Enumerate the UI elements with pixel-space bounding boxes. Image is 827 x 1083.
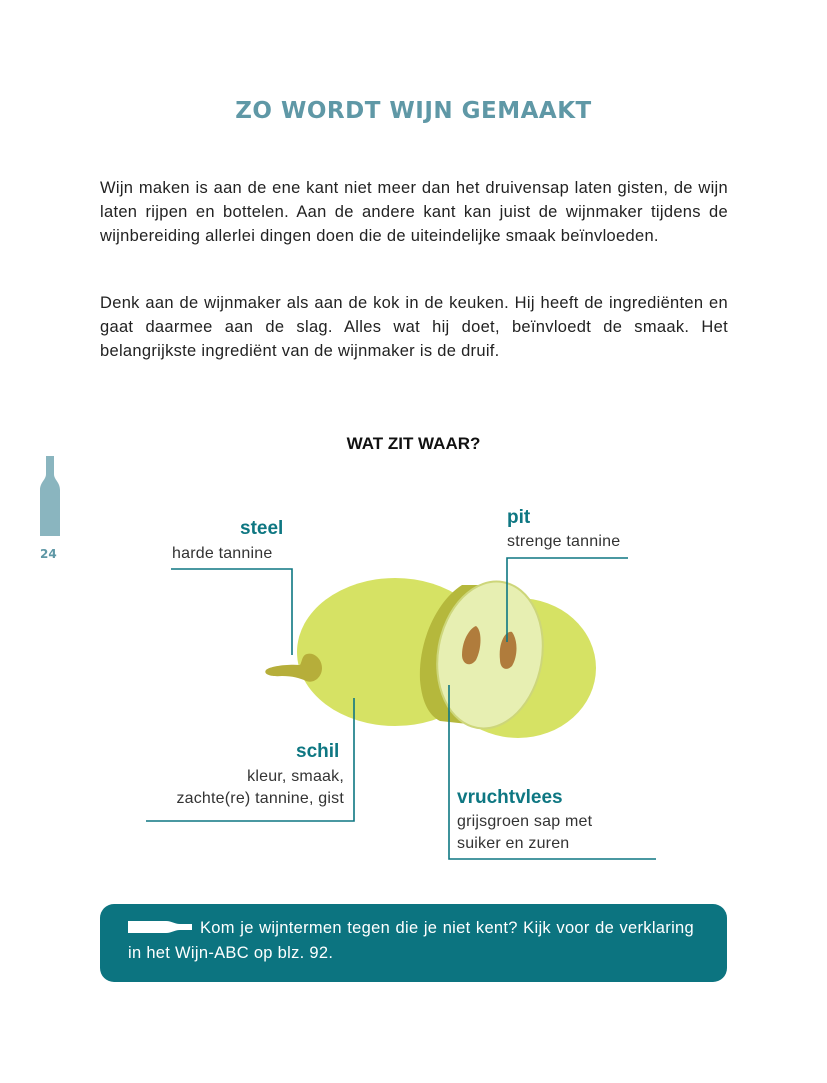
label-schil-heading: schil xyxy=(296,741,340,762)
label-vruchtvlees-line-1: grijsgroen sap met xyxy=(457,813,593,830)
intro-paragraph-2: Denk aan de wijnmaker als aan de kok in de keuken. Hij heeft de ingrediënten en gaat daarmee aan de slag. Alles wat hij doet, beïnvloedt de smaak. Het belangrijkste ingrediënt van de wijnmaker is de druif. xyxy=(100,294,728,360)
label-vruchtvlees-heading: vruchtvlees xyxy=(457,787,563,808)
info-box-text: Kom je wijntermen tegen die je niet kent? Kijk voor de verklaring in het Wijn-ABC op blz. 92. xyxy=(128,919,694,962)
label-steel-heading: steel xyxy=(240,518,284,539)
intro-paragraph-1: Wijn maken is aan de ene kant niet meer dan het druivensap laten gisten, de wijn laten rijpen en bottelen. Aan de andere kant kan juist de wijnmaker tijdens de wijnbereiding allerlei dingen doen die de uiteindelijke smaak beïnvloeden. xyxy=(100,179,728,245)
grape-stem xyxy=(265,654,322,682)
label-pit-text: strenge tannine xyxy=(507,533,621,550)
label-schil-line-1: kleur, smaak, xyxy=(247,768,344,785)
info-box xyxy=(100,904,727,982)
leader-steel xyxy=(171,569,292,655)
label-pit-heading: pit xyxy=(507,507,531,528)
label-steel-text: harde tannine xyxy=(172,545,273,562)
diagram-title: WAT ZIT WAAR? xyxy=(346,434,481,453)
page-number: 24 xyxy=(40,547,57,561)
label-schil-line-2: zachte(re) tannine, gist xyxy=(176,790,344,807)
label-schil-text xyxy=(150,766,344,810)
label-vruchtvlees-text xyxy=(457,811,592,855)
label-vruchtvlees-line-2: suiker en zuren xyxy=(457,835,570,852)
page-title: ZO WORDT WIJN GEMAAKT xyxy=(235,98,592,124)
